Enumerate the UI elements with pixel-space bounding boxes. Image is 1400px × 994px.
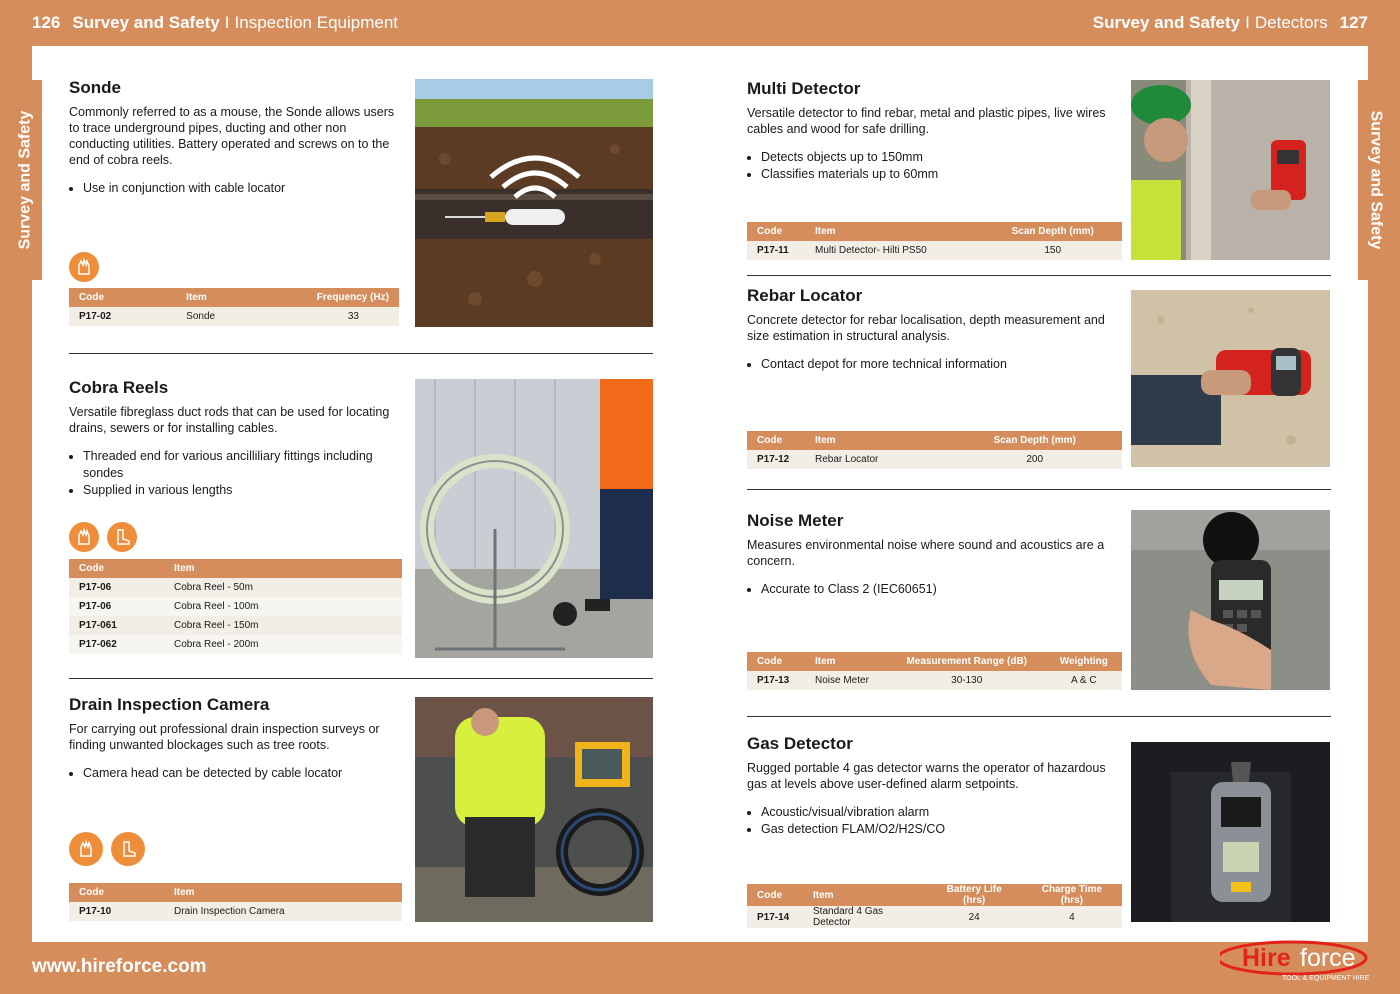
table-cell: 200 bbox=[947, 450, 1122, 469]
multi-description: Versatile detector to find rebar, metal and plastic pipes, live wires cables and wood for safe drilling. bbox=[747, 106, 1106, 136]
table-cell: Standard 4 Gas Detector bbox=[803, 906, 926, 928]
gloves-icon bbox=[69, 522, 99, 552]
table-cell: 150 bbox=[983, 241, 1122, 260]
rebar-title: Rebar Locator bbox=[747, 286, 863, 305]
table-header: Item bbox=[805, 652, 888, 671]
table-cell: Cobra Reel - 150m bbox=[164, 616, 402, 635]
gas-bullets bbox=[747, 804, 1117, 838]
divider bbox=[747, 716, 1331, 717]
sonde-bullets bbox=[69, 180, 399, 197]
table-header: Battery Life (hrs) bbox=[926, 884, 1021, 906]
table-cell: 4 bbox=[1022, 906, 1122, 928]
sonde-bullet: • Use in conjunction with cable locator bbox=[83, 180, 399, 197]
cobra-description: Versatile fibreglass duct rods that can be used for locating drains, sewers or for installing cables. bbox=[69, 405, 390, 435]
table-cell: P17-062 bbox=[69, 635, 164, 654]
noise-title: Noise Meter bbox=[747, 511, 844, 530]
table-row bbox=[69, 616, 402, 635]
table-cell: 33 bbox=[263, 307, 399, 326]
table-cell: Drain Inspection Camera bbox=[164, 902, 402, 921]
table-cell: Sonde bbox=[146, 307, 263, 326]
table-cell: P17-02 bbox=[69, 307, 146, 326]
table-cell: Cobra Reel - 100m bbox=[164, 597, 402, 616]
table-cell: Rebar Locator bbox=[805, 450, 947, 469]
table-header: Measurement Range (dB) bbox=[888, 652, 1046, 671]
table-cell: Multi Detector- Hilti PS50 bbox=[805, 241, 983, 260]
noise-bullet: • Accurate to Class 2 (IEC60651) bbox=[761, 581, 1107, 598]
cobra-bullets bbox=[69, 448, 404, 499]
table-header: Item bbox=[164, 883, 402, 902]
table-header: Code bbox=[747, 431, 805, 450]
drain-photo bbox=[415, 697, 653, 922]
table-header: Scan Depth (mm) bbox=[947, 431, 1122, 450]
header-sub-right: Detectors bbox=[1254, 13, 1328, 32]
gas-description: Rugged portable 4 gas detector warns the operator of hazardous gas at levels above user-defined alarm setpoints. bbox=[747, 761, 1106, 791]
drain-bullets bbox=[69, 765, 404, 782]
table-row bbox=[69, 597, 402, 616]
table-header: Code bbox=[747, 652, 805, 671]
rebar-photo bbox=[1131, 290, 1330, 467]
cobra-photo bbox=[415, 379, 653, 658]
header-section-right: Survey and Safety bbox=[1092, 13, 1241, 32]
table-cell: Noise Meter bbox=[805, 671, 888, 690]
cobra-section bbox=[69, 378, 404, 499]
gas-bullet: • Gas detection FLAM/O2/H2S/CO bbox=[761, 821, 1117, 838]
table-header: Frequency (Hz) bbox=[263, 288, 399, 307]
cobra-table bbox=[69, 559, 402, 654]
cobra-title: Cobra Reels bbox=[69, 378, 169, 397]
noise-table bbox=[747, 652, 1122, 690]
gloves-icon bbox=[69, 832, 103, 866]
drain-bullet: • Camera head can be detected by cable locator bbox=[83, 765, 404, 782]
svg-text:Hire: Hire bbox=[1242, 944, 1291, 972]
page-number-right: 127 bbox=[1339, 13, 1368, 32]
multi-bullet: • Detects objects up to 150mm bbox=[761, 149, 1107, 166]
table-cell: Cobra Reel - 200m bbox=[164, 635, 402, 654]
table-row bbox=[747, 671, 1122, 690]
rebar-bullets bbox=[747, 356, 1107, 373]
drain-description: For carrying out professional drain inspection surveys or finding unwanted blockages such as tree roots. bbox=[69, 722, 380, 752]
header-separator-right: I bbox=[1245, 13, 1250, 32]
noise-section bbox=[747, 511, 1107, 598]
multi-table bbox=[747, 222, 1122, 260]
sonde-section bbox=[69, 78, 399, 197]
header-section-left: Survey and Safety bbox=[72, 13, 220, 32]
cobra-ppe-icons bbox=[69, 522, 137, 552]
table-cell: P17-061 bbox=[69, 616, 164, 635]
drain-section bbox=[69, 695, 404, 782]
sonde-table bbox=[69, 288, 399, 326]
multi-bullets bbox=[747, 149, 1107, 183]
noise-photo bbox=[1131, 510, 1330, 690]
table-cell: 30-130 bbox=[888, 671, 1046, 690]
hireforce-logo bbox=[1220, 938, 1370, 984]
gloves-icon bbox=[69, 252, 99, 282]
table-row bbox=[747, 241, 1122, 260]
table-row bbox=[69, 902, 402, 921]
noise-description: Measures environmental noise where sound and acoustics are a concern. bbox=[747, 538, 1105, 568]
gas-table bbox=[747, 884, 1122, 928]
svg-text:TOOL & EQUIPMENT HIRE: TOOL & EQUIPMENT HIRE bbox=[1282, 975, 1370, 982]
divider bbox=[69, 678, 653, 679]
table-cell: P17-12 bbox=[747, 450, 805, 469]
table-header: Code bbox=[747, 884, 803, 906]
gas-photo bbox=[1131, 742, 1330, 922]
table-header: Code bbox=[69, 883, 164, 902]
table-header: Code bbox=[69, 288, 146, 307]
cobra-bullet: • Supplied in various lengths bbox=[83, 482, 404, 499]
boots-icon bbox=[107, 522, 137, 552]
table-row bbox=[69, 635, 402, 654]
header-tab-shapes bbox=[0, 0, 1400, 60]
table-header: Item bbox=[805, 222, 983, 241]
table-cell: P17-10 bbox=[69, 902, 164, 921]
multi-bullet: • Classifies materials up to 60mm bbox=[761, 166, 1107, 183]
header-sub-left: Inspection Equipment bbox=[234, 13, 399, 32]
table-header: Charge Time (hrs) bbox=[1022, 884, 1122, 906]
side-tab-right: Survey and Safety bbox=[1358, 80, 1392, 280]
table-row bbox=[69, 578, 402, 597]
table-cell: P17-14 bbox=[747, 906, 803, 928]
footer-url[interactable]: www.hireforce.com bbox=[32, 956, 207, 977]
multi-section bbox=[747, 79, 1107, 183]
table-cell: 24 bbox=[926, 906, 1021, 928]
table-cell: Cobra Reel - 50m bbox=[164, 578, 402, 597]
multi-title: Multi Detector bbox=[747, 79, 861, 98]
divider bbox=[69, 353, 653, 354]
table-header: Scan Depth (mm) bbox=[983, 222, 1122, 241]
gas-bullet: • Acoustic/visual/vibration alarm bbox=[761, 804, 1117, 821]
table-cell: P17-11 bbox=[747, 241, 805, 260]
table-cell: P17-13 bbox=[747, 671, 805, 690]
gas-section bbox=[747, 734, 1117, 838]
rebar-section bbox=[747, 286, 1107, 373]
table-row bbox=[747, 450, 1122, 469]
table-cell: P17-06 bbox=[69, 597, 164, 616]
divider bbox=[747, 275, 1331, 276]
cobra-bullet: • Threaded end for various ancilliliary fittings including sondes bbox=[83, 448, 404, 482]
table-header: Item bbox=[803, 884, 926, 906]
divider bbox=[747, 489, 1331, 490]
sonde-title: Sonde bbox=[69, 78, 121, 97]
rebar-table bbox=[747, 431, 1122, 469]
table-header: Code bbox=[69, 559, 164, 578]
noise-bullets bbox=[747, 581, 1107, 598]
boots-icon bbox=[111, 832, 145, 866]
table-header: Code bbox=[747, 222, 805, 241]
table-cell: A & C bbox=[1046, 671, 1122, 690]
gas-title: Gas Detector bbox=[747, 734, 853, 753]
sonde-ppe-icons bbox=[69, 252, 99, 282]
drain-title: Drain Inspection Camera bbox=[69, 695, 270, 714]
table-header: Item bbox=[805, 431, 947, 450]
table-cell: P17-06 bbox=[69, 578, 164, 597]
header-separator-left: I bbox=[224, 13, 230, 32]
svg-text:force: force bbox=[1300, 944, 1356, 972]
sonde-photo bbox=[415, 79, 653, 327]
drain-ppe-icons bbox=[69, 832, 145, 866]
table-header: Item bbox=[146, 288, 263, 307]
side-tab-left: Survey and Safety bbox=[8, 80, 42, 280]
page-number-left: 126 bbox=[32, 13, 61, 32]
rebar-description: Concrete detector for rebar localisation, depth measurement and size estimation in structural analysis. bbox=[747, 313, 1105, 343]
multi-photo bbox=[1131, 80, 1330, 260]
table-header: Item bbox=[164, 559, 402, 578]
table-row bbox=[69, 307, 399, 326]
table-header: Weighting bbox=[1046, 652, 1122, 671]
table-row bbox=[747, 906, 1122, 928]
rebar-bullet: • Contact depot for more technical information bbox=[761, 356, 1107, 373]
sonde-description: Commonly referred to as a mouse, the Sonde allows users to trace underground pipes, ducting and other non conducting utilities. Battery operated and screws on to the end of cobra reels. bbox=[69, 105, 395, 167]
drain-table bbox=[69, 883, 402, 921]
